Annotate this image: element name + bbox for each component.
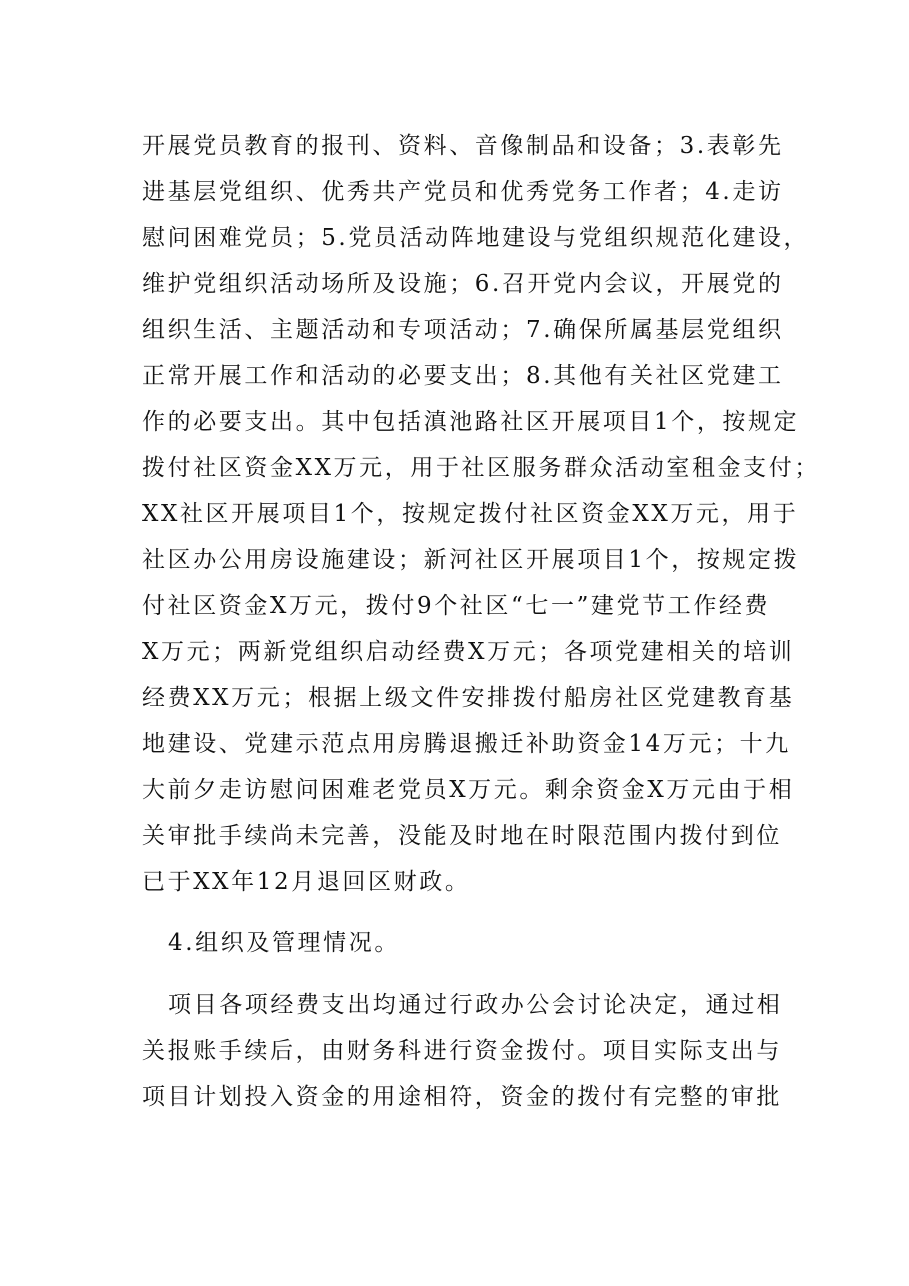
body-text-line: 社区办公用房设施建设；新河社区开展项目1个，按规定拨 <box>142 547 800 573</box>
body-text-line: 拨付社区资金XX万元，用于社区服务群众活动室租金支付； <box>142 455 820 481</box>
body-text-line: 地建设、党建示范点用房腾退搬迁补助资金14万元；十九 <box>142 731 791 757</box>
body-text-line: 关报账手续后，由财务科进行资金拨付。项目实际支出与 <box>142 1038 782 1064</box>
body-text-line: 组织生活、主题活动和专项活动；7.确保所属基层党组织 <box>142 317 784 343</box>
body-text-line: 项目计划投入资金的用途相符，资金的拨付有完整的审批 <box>142 1084 782 1110</box>
body-text-line: 项目各项经费支出均通过行政办公会讨论决定，通过相 <box>168 992 783 1018</box>
body-text-line: 进基层党组织、优秀共产党员和优秀党务工作者；4.走访 <box>142 179 784 205</box>
body-text-line: 已于XX年12月退回区财政。 <box>142 869 471 895</box>
body-text-line: XX社区开展项目1个，按规定拨付社区资金XX万元，用于 <box>142 501 799 527</box>
body-text-line: 作的必要支出。其中包括滇池路社区开展项目1个，按规定 <box>142 409 800 435</box>
body-text-line: 经费XX万元；根据上级文件安排拨付船房社区党建教育基 <box>142 685 795 711</box>
body-text-line: X万元；两新党组织启动经费X万元；各项党建相关的培训 <box>142 639 795 665</box>
body-text-line: 关审批手续尚未完善，没能及时地在时限范围内拨付到位 <box>142 823 782 849</box>
body-text-line: 慰问困难党员；5.党员活动阵地建设与党组织规范化建设， <box>142 225 810 251</box>
body-text-line: 大前夕走访慰问困难老党员X万元。剩余资金X万元由于相 <box>142 777 795 803</box>
body-text-line: 付社区资金X万元，拨付9个社区“七一”建党节工作经费 <box>142 593 771 619</box>
section-heading: 4.组织及管理情况。 <box>168 930 400 956</box>
body-text-line: 维护党组织活动场所及设施；6.召开党内会议，开展党的 <box>142 271 784 297</box>
body-text-line: 开展党员教育的报刊、资料、音像制品和设备；3.表彰先 <box>142 133 784 159</box>
body-text-line: 正常开展工作和活动的必要支出；8.其他有关社区党建工 <box>142 363 784 389</box>
